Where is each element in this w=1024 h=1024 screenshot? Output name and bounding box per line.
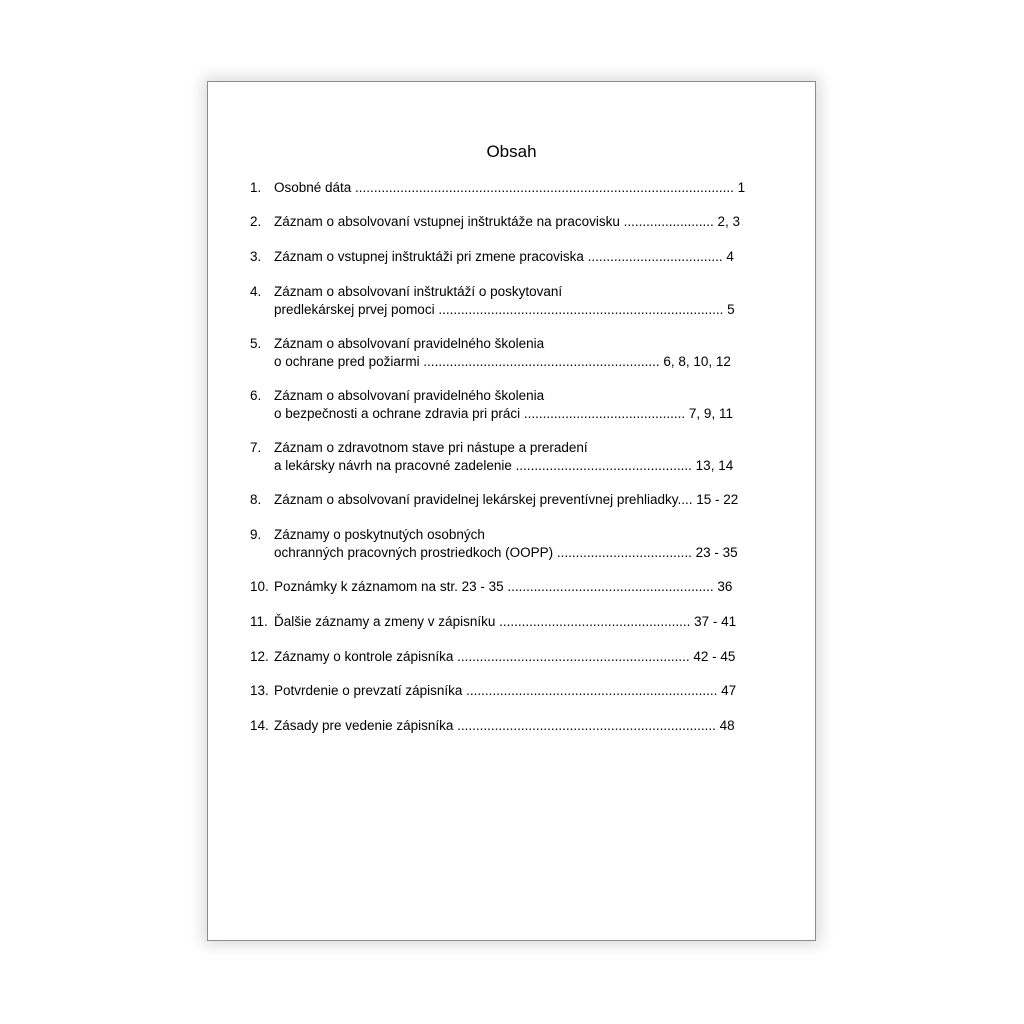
toc-entry-number: 10.: [250, 579, 269, 594]
toc-entry-number: 3.: [250, 249, 262, 264]
toc-entry-text: Záznam o vstupnej inštruktáži pri zmene pracoviska .................................... 4: [274, 249, 734, 264]
toc-entry-text-continued: predlekárskej prvej pomoci ............................................................................ 5: [274, 301, 735, 317]
toc-entry-text: Potvrdenie o prevzatí zápisníka ................................................................... 47: [274, 683, 737, 698]
toc-entry-5: [250, 335, 731, 370]
toc-entry-number: 5.: [250, 336, 262, 351]
toc-entry-text: Záznam o absolvovaní vstupnej inštruktáže na pracovisku ........................ 2, 3: [274, 214, 740, 229]
toc-entry-number: 1.: [250, 180, 262, 195]
toc-entry-text: Záznamy o poskytnutých osobných: [274, 527, 485, 542]
toc-entry-14: [250, 717, 735, 735]
toc-entry-8: [250, 491, 738, 509]
toc-entry-text: Záznam o absolvovaní pravidelného školenia: [274, 388, 545, 403]
toc-entry-number: 14.: [250, 718, 269, 733]
toc-entry-3: [250, 248, 734, 266]
toc-entry-text-continued: o ochrane pred požiarmi ............................................................... 6, 8, 10, 12: [274, 353, 731, 369]
toc-entry-text: Zásady pre vedenie zápisníka ..................................................................... 48: [274, 718, 735, 733]
toc-entry-text: Záznam o absolvovaní pravidelného školenia: [274, 336, 545, 351]
toc-entry-text: Ďalšie záznamy a zmeny v zápisníku ................................................... 37 - 41: [274, 614, 737, 629]
toc-entry-number: 2.: [250, 214, 262, 229]
toc-entry-text: Poznámky k záznamom na str. 23 - 35 ....................................................... 36: [274, 579, 733, 594]
toc-entry-text: Osobné dáta ..................................................................................................... 1: [274, 180, 746, 195]
toc-entry-13: [250, 682, 736, 700]
toc-entry-number: 7.: [250, 440, 262, 455]
toc-entry-number: 9.: [250, 527, 262, 542]
toc-entry-6: [250, 387, 733, 422]
toc-entry-number: 13.: [250, 683, 269, 698]
toc-entry-text-continued: a lekársky návrh na pracovné zadelenie ............................................... 13, 14: [274, 457, 734, 473]
toc-entry-12: [250, 648, 735, 666]
toc-entry-7: [250, 439, 733, 474]
toc-entry-text: Záznam o absolvovaní inštruktáží o poskytovaní: [274, 284, 563, 299]
toc-entry-10: [250, 578, 732, 596]
toc-entry-text: Záznamy o kontrole zápisníka .............................................................. 42 - 45: [274, 649, 736, 664]
toc-entry-number: 8.: [250, 492, 262, 507]
toc-entry-number: 12.: [250, 649, 269, 664]
toc-entry-9: [250, 526, 738, 561]
toc-entry-4: [250, 283, 735, 318]
toc-entry-text-continued: ochranných pracovných prostriedkoch (OOPP) .................................... 23 - 35: [274, 544, 738, 560]
toc-entry-text: Záznam o absolvovaní pravidelnej lekárskej preventívnej prehliadky.... 15 - 22: [274, 492, 739, 507]
toc-entry-text: Záznam o zdravotnom stave pri nástupe a preradení: [274, 440, 588, 455]
toc-entry-text-continued: o bezpečnosti a ochrane zdravia pri práci ........................................... 7, 9, 11: [274, 405, 733, 421]
document-page: [207, 81, 816, 941]
toc-entry-11: [250, 613, 736, 631]
toc-entry-number: 6.: [250, 388, 262, 403]
toc-entry-number: 4.: [250, 284, 262, 299]
page-title: Obsah: [486, 142, 537, 161]
toc-entry-number: 11.: [250, 614, 268, 629]
toc-entry-1: [250, 179, 745, 197]
toc-entry-2: [250, 213, 740, 231]
